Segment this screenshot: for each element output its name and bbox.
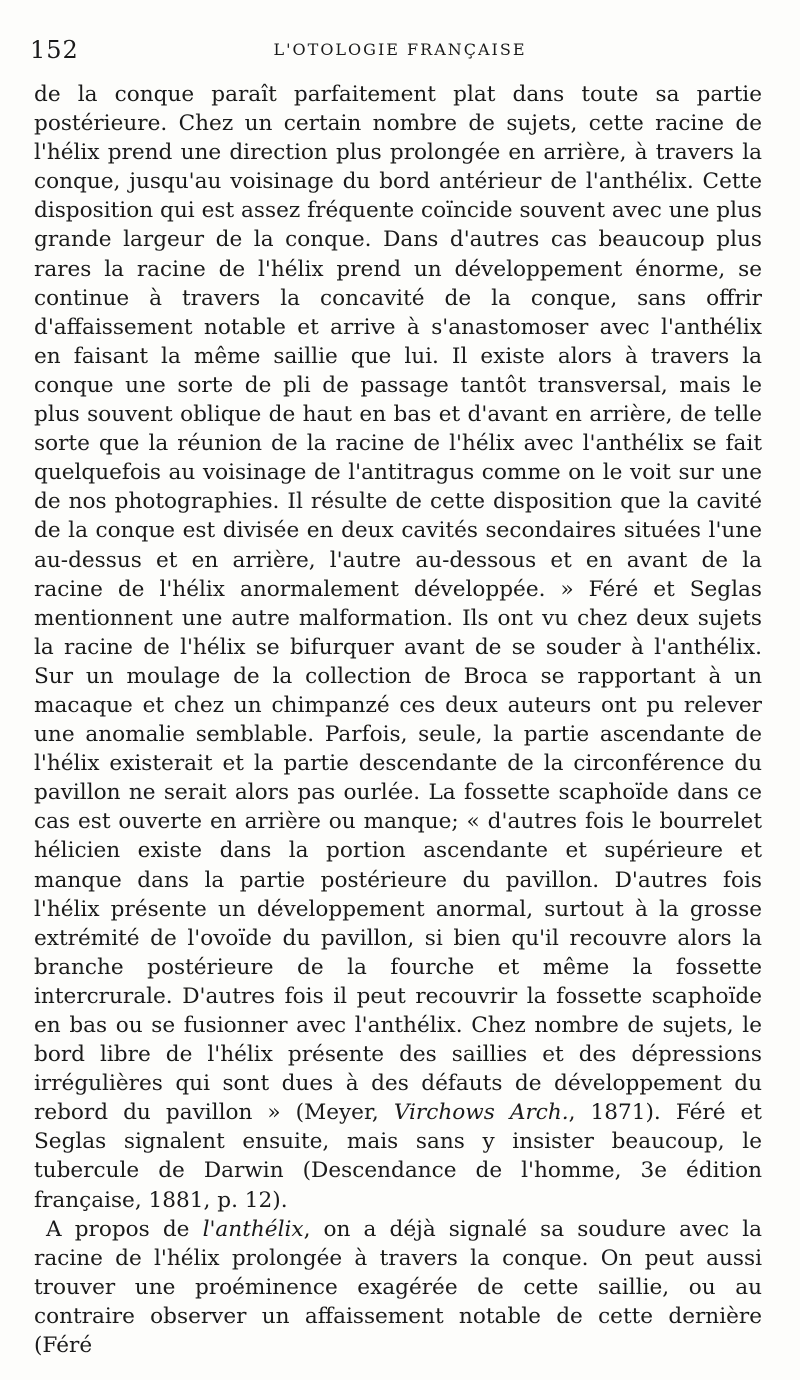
body-text	[34, 80, 762, 1360]
running-head	[30, 36, 770, 72]
italic-text-run: l'anthélix	[202, 1216, 304, 1242]
running-title: L'OTOLOGIE FRANÇAISE	[273, 40, 527, 59]
text-run: A propos de	[46, 1216, 203, 1242]
text-run: , 1871). Féré et Seglas signalent ensuite, mais sans y insister beaucoup, le tubercule de Darwin (Descendance de l'homme, 3e édition française, 1881, p. 12).	[34, 1100, 762, 1213]
italic-text-run: Virchows Arch.	[393, 1100, 569, 1126]
text-run: de la conque paraît parfaitement plat dans toute sa partie postérieure. Chez un certain nombre de sujets, cette racine de l'hélix prend une direction plus prolongée en arrière, à travers la conque, jusqu'au voisinage du bord antérieur de l'anthélix. Cette disposition qui est assez fréquente coïncide souvent avec une plus grande largeur de la conque. Dans d'autres cas beaucoup plus rares la racine de l'hélix prend un développement énorme, se continue à travers la concavité de la conque, sans offrir d'affaissement notable et arrive à s'anastomoser avec l'anthélix en faisant la même saillie que lui. Il existe alors à travers la conque une sorte de pli de passage tantôt transversal, mais le plus souvent oblique de haut en bas et d'avant en arrière, de telle sorte que la réunion de la racine de l'hélix avec l'anthélix se fait quelquefois au voisinage de l'antitragus comme on le voit sur une de nos photographies. Il résulte de cette disposition que la cavité de la conque est divisée en deux cavités secondaires situées l'une au-dessus et en arrière, l'autre au-dessous et en avant de la racine de l'hélix anormalement développée. » Féré et Seglas mentionnent une autre malformation. Ils ont vu chez deux sujets la racine de l'hélix se bifurquer avant de se souder à l'anthélix. Sur un moulage de la collection de Broca se rapportant à un macaque et chez un chimpanzé ces deux auteurs ont pu relever une anomalie semblable. Parfois, seule, la partie ascendante de l'hélix existerait et la partie descendante de la circonférence du pavillon ne serait alors pas ourlée. La fossette scaphoïde dans ce cas est ouverte en arrière ou manque; « d'autres fois le bourrelet hélicien existe dans la portion ascendante et supérieure et manque dans la partie postérieure du pavillon. D'autres fois l'hélix présente un développement anormal, surtout à la grosse extrémité de l'ovoïde du pavillon, si bien qu'il recouvre alors la branche postérieure de la fourche et même la fossette intercrurale. D'autres fois il peut recouvrir la fossette scaphoïde en bas ou se fusionner avec l'anthélix. Chez nombre de sujets, le bord libre de l'hélix présente des saillies et des dépressions irrégulières qui sont dues à des défauts de développement du rebord du pavillon » (Meyer,	[34, 82, 762, 1126]
paragraph	[34, 80, 762, 1215]
paragraph	[34, 1215, 762, 1360]
text-run: , on a déjà signalé sa soudure avec la racine de l'hélix prolongée à travers la conque. On peut aussi trouver une proéminence exagérée de cette saillie, ou au contraire observer un affaissement notable de cette dernière (Féré	[34, 1216, 763, 1359]
page-number: 152	[30, 36, 79, 64]
